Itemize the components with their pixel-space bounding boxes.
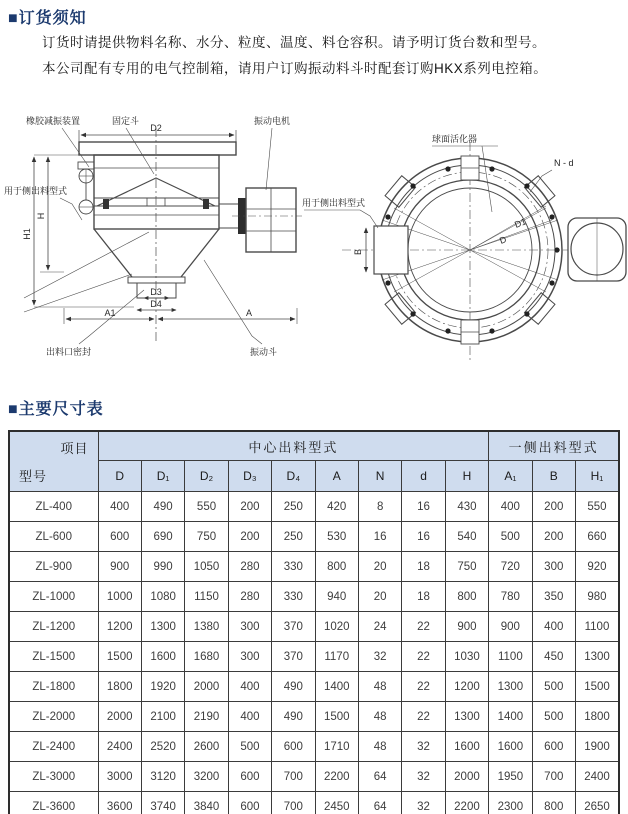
table-cell: 700 [272, 762, 315, 792]
model-cell: ZL-1000 [9, 582, 98, 612]
ordering-notice-paragraph [42, 30, 602, 82]
table-cell: 1710 [315, 732, 358, 762]
table-cell: 2000 [185, 672, 228, 702]
table-cell: 720 [489, 552, 532, 582]
table-cell: 32 [402, 762, 445, 792]
table-cell: 330 [272, 582, 315, 612]
column-header-0: D [98, 461, 141, 492]
table-cell: 400 [228, 672, 271, 702]
table-row [9, 732, 619, 762]
dimensions-table [8, 430, 620, 814]
table-cell: 64 [358, 792, 401, 814]
table-cell: 490 [272, 672, 315, 702]
spherical-activator-label: 球面活化器 [432, 134, 478, 144]
table-cell: 500 [489, 522, 532, 552]
table-cell: 300 [228, 642, 271, 672]
table-cell: 3120 [141, 762, 184, 792]
table-cell: 800 [315, 552, 358, 582]
corner-header-cell [9, 431, 98, 492]
table-cell: 800 [532, 792, 575, 814]
fixed-hopper-label: 固定斗 [112, 116, 140, 126]
table-cell: 24 [358, 612, 401, 642]
column-header-10: B [532, 461, 575, 492]
table-row [9, 672, 619, 702]
table-cell: 1600 [489, 732, 532, 762]
table-cell: 420 [315, 492, 358, 522]
table-cell: 1380 [185, 612, 228, 642]
table-cell: 1000 [98, 582, 141, 612]
column-header-4: D₄ [272, 461, 315, 492]
table-cell: 1500 [315, 702, 358, 732]
table-cell: 48 [358, 732, 401, 762]
table-cell: 1400 [489, 702, 532, 732]
group-header-0: 中心出料型式 [98, 431, 489, 461]
table-cell: 1300 [141, 612, 184, 642]
column-header-9: A₁ [489, 461, 532, 492]
table-cell: 660 [575, 522, 619, 552]
model-cell: ZL-900 [9, 552, 98, 582]
table-row [9, 492, 619, 522]
table-cell: 450 [532, 642, 575, 672]
column-header-8: H [445, 461, 488, 492]
table-cell: 22 [402, 612, 445, 642]
table-cell: 2400 [98, 732, 141, 762]
table-cell: 48 [358, 672, 401, 702]
table-cell: 1680 [185, 642, 228, 672]
table-cell: 980 [575, 582, 619, 612]
table-cell: 22 [402, 672, 445, 702]
table-cell: 3000 [98, 762, 141, 792]
table-cell: 2190 [185, 702, 228, 732]
table-cell: 1500 [98, 642, 141, 672]
table-cell: 8 [358, 492, 401, 522]
table-cell: 690 [141, 522, 184, 552]
table-cell: 1950 [489, 762, 532, 792]
damper-label: 橡胶减振装置 [26, 116, 81, 126]
table-cell: 940 [315, 582, 358, 612]
model-cell: ZL-3600 [9, 792, 98, 814]
table-cell: 1300 [575, 642, 619, 672]
table-cell: 600 [228, 792, 271, 814]
table-cell: 16 [402, 522, 445, 552]
table-cell: 350 [532, 582, 575, 612]
table-cell: 2650 [575, 792, 619, 814]
table-cell: 2450 [315, 792, 358, 814]
table-cell: 18 [402, 552, 445, 582]
notice-line-1: 订货时请提供物料名称、水分、粒度、温度、料仓容积。请予明订货台数和型号。 [42, 35, 546, 50]
table-cell: 1020 [315, 612, 358, 642]
table-cell: 400 [98, 492, 141, 522]
table-cell: 1050 [185, 552, 228, 582]
table-cell: 200 [532, 522, 575, 552]
column-header-6: N [358, 461, 401, 492]
ordering-notice-title: ■订货须知 [8, 10, 87, 27]
table-cell: 400 [532, 612, 575, 642]
table-cell: 1300 [489, 672, 532, 702]
table-row [9, 702, 619, 732]
table-cell: 600 [272, 732, 315, 762]
table-cell: 1400 [315, 672, 358, 702]
table-cell: 330 [272, 552, 315, 582]
model-cell: ZL-1800 [9, 672, 98, 702]
table-cell: 1600 [141, 642, 184, 672]
table-cell: 300 [228, 612, 271, 642]
dimension-table-title: ■主要尺寸表 [8, 401, 104, 418]
vibration-motor-label: 振动电机 [254, 116, 291, 126]
table-cell: 600 [532, 732, 575, 762]
table-row [9, 552, 619, 582]
table-cell: 280 [228, 582, 271, 612]
table-head [9, 431, 619, 492]
table-cell: 2400 [575, 762, 619, 792]
dim-a1: A1 [104, 308, 116, 318]
side-view-drawing [4, 112, 304, 368]
table-cell: 1200 [445, 672, 488, 702]
dim-d3: D3 [150, 287, 162, 297]
table-cell: 280 [228, 552, 271, 582]
table-cell: 300 [532, 552, 575, 582]
table-cell: 400 [228, 702, 271, 732]
table-cell: 490 [141, 492, 184, 522]
table-cell: 2000 [98, 702, 141, 732]
table-cell: 900 [445, 612, 488, 642]
table-cell: 1100 [489, 642, 532, 672]
table-cell: 530 [315, 522, 358, 552]
column-header-1: D₁ [141, 461, 184, 492]
table-cell: 200 [532, 492, 575, 522]
dim-d4: D4 [150, 299, 162, 309]
table-cell: 2200 [445, 792, 488, 814]
notice-line-2: 本公司配有专用的电气控制箱，请用户订购振动料斗时配套订购HKX系列电控箱。 [42, 61, 548, 76]
column-header-row [9, 461, 619, 492]
table-cell: 1920 [141, 672, 184, 702]
table-cell: 3740 [141, 792, 184, 814]
table-cell: 22 [402, 642, 445, 672]
table-cell: 780 [489, 582, 532, 612]
column-header-7: d [402, 461, 445, 492]
table-cell: 2000 [445, 762, 488, 792]
table-cell: 490 [272, 702, 315, 732]
table-cell: 2200 [315, 762, 358, 792]
table-cell: 20 [358, 552, 401, 582]
table-cell: 800 [445, 582, 488, 612]
table-cell: 16 [358, 522, 401, 552]
table-cell: 64 [358, 762, 401, 792]
table-cell: 1800 [575, 702, 619, 732]
dim-d: D [498, 234, 508, 246]
column-header-2: D₂ [185, 461, 228, 492]
column-header-5: A [315, 461, 358, 492]
table-cell: 1300 [445, 702, 488, 732]
group-header-row [9, 431, 619, 461]
table-cell: 700 [532, 762, 575, 792]
table-cell: 1030 [445, 642, 488, 672]
model-cell: ZL-2400 [9, 732, 98, 762]
table-cell: 3840 [185, 792, 228, 814]
table-cell: 1500 [575, 672, 619, 702]
table-cell: 1080 [141, 582, 184, 612]
table-body [9, 492, 619, 814]
table-cell: 430 [445, 492, 488, 522]
table-cell: 1600 [445, 732, 488, 762]
table-cell: 500 [228, 732, 271, 762]
table-row [9, 792, 619, 814]
corner-bottom-label: 型号 [19, 469, 48, 484]
table-cell: 16 [402, 492, 445, 522]
dim-d2: D2 [150, 123, 162, 133]
corner-top-label: 项目 [60, 441, 89, 456]
table-cell: 200 [228, 522, 271, 552]
table-cell: 400 [489, 492, 532, 522]
top-view-drawing [302, 112, 628, 368]
model-cell: ZL-400 [9, 492, 98, 522]
table-cell: 600 [228, 762, 271, 792]
table-row [9, 762, 619, 792]
vibrating-hopper-label: 振动斗 [250, 347, 278, 357]
table-cell: 20 [358, 582, 401, 612]
table-cell: 2300 [489, 792, 532, 814]
table-cell: 600 [98, 522, 141, 552]
table-cell: 32 [402, 732, 445, 762]
dim-d1: D1 [513, 216, 528, 230]
group-header-1: 一侧出料型式 [489, 431, 619, 461]
table-cell: 900 [489, 612, 532, 642]
dim-b: B [353, 248, 363, 256]
table-cell: 3600 [98, 792, 141, 814]
model-cell: ZL-3000 [9, 762, 98, 792]
table-cell: 750 [185, 522, 228, 552]
table-cell: 1200 [98, 612, 141, 642]
model-cell: ZL-600 [9, 522, 98, 552]
table-cell: 1800 [98, 672, 141, 702]
dim-h1: H1 [22, 228, 32, 240]
dim-a: A [245, 308, 253, 318]
table-cell: 990 [141, 552, 184, 582]
table-cell: 250 [272, 492, 315, 522]
table-row [9, 612, 619, 642]
model-cell: ZL-1500 [9, 642, 98, 672]
table-cell: 540 [445, 522, 488, 552]
table-cell: 22 [402, 702, 445, 732]
table-cell: 2520 [141, 732, 184, 762]
table-cell: 370 [272, 612, 315, 642]
table-cell: 2600 [185, 732, 228, 762]
table-row [9, 582, 619, 612]
table-row [9, 522, 619, 552]
table-cell: 1100 [575, 612, 619, 642]
outlet-seal-label: 出料口密封 [46, 347, 92, 357]
model-cell: ZL-1200 [9, 612, 98, 642]
column-header-3: D₃ [228, 461, 271, 492]
table-row [9, 642, 619, 672]
table-cell: 18 [402, 582, 445, 612]
column-header-11: H₁ [575, 461, 619, 492]
table-cell: 500 [532, 702, 575, 732]
table-cell: 700 [272, 792, 315, 814]
dimension-table-wrap [8, 430, 620, 814]
table-cell: 550 [575, 492, 619, 522]
bolt-spec-label: N - d [554, 158, 574, 168]
table-cell: 1170 [315, 642, 358, 672]
table-cell: 550 [185, 492, 228, 522]
side-discharge-note-label-2: 用于侧出料型式 [302, 198, 366, 208]
table-cell: 920 [575, 552, 619, 582]
table-cell: 370 [272, 642, 315, 672]
table-cell: 2100 [141, 702, 184, 732]
table-cell: 750 [445, 552, 488, 582]
table-cell: 32 [358, 642, 401, 672]
side-discharge-note-label: 用于侧出料型式 [4, 186, 68, 196]
table-cell: 1150 [185, 582, 228, 612]
table-cell: 900 [98, 552, 141, 582]
table-cell: 500 [532, 672, 575, 702]
table-cell: 200 [228, 492, 271, 522]
table-cell: 48 [358, 702, 401, 732]
table-cell: 32 [402, 792, 445, 814]
dim-h: H [36, 212, 46, 220]
technical-drawings [0, 112, 628, 368]
table-cell: 3200 [185, 762, 228, 792]
model-cell: ZL-2000 [9, 702, 98, 732]
table-cell: 1900 [575, 732, 619, 762]
table-cell: 250 [272, 522, 315, 552]
